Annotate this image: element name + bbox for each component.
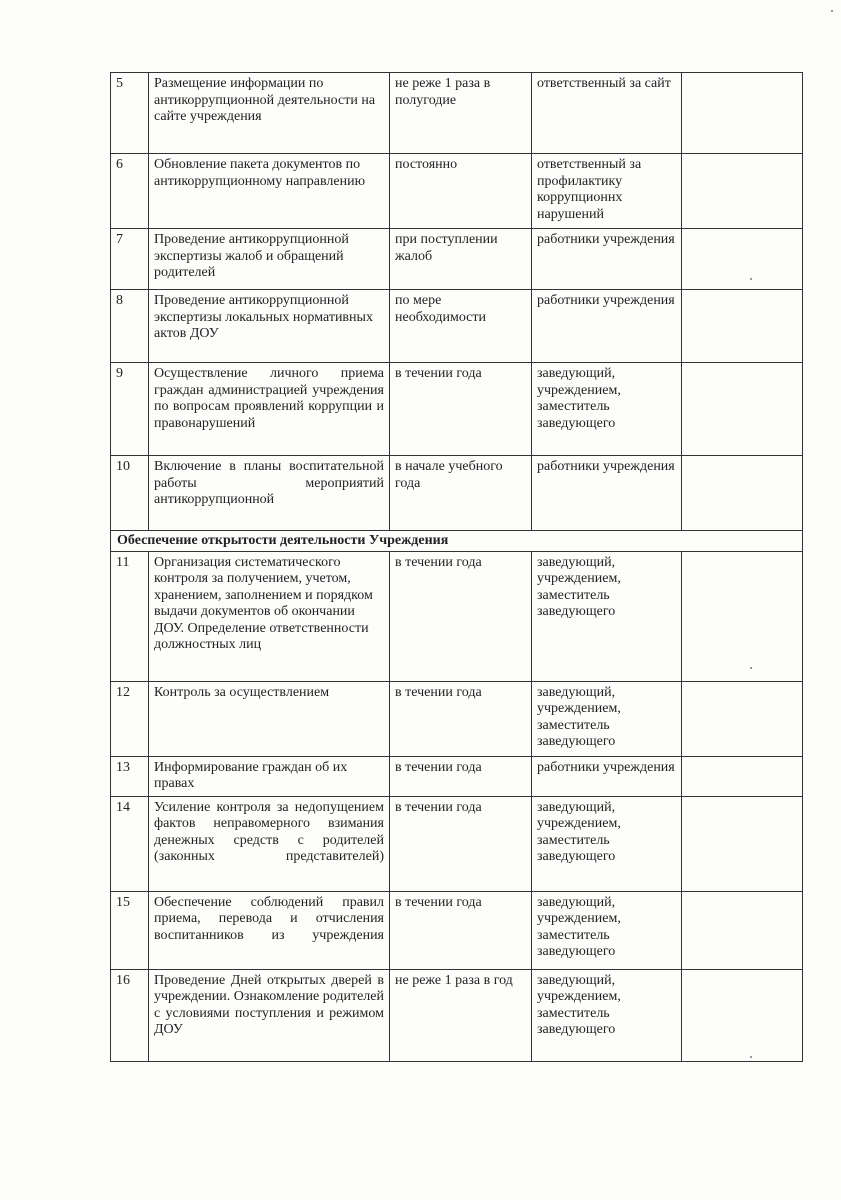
activity-description: Включение в планы воспитательной работы мероприятий антикоррупционной xyxy=(149,456,390,531)
activity-term: в течении года xyxy=(390,363,532,456)
activity-term: не реже 1 раза в год xyxy=(390,969,532,1061)
activity-note xyxy=(682,73,803,154)
activity-description: Проведение антикоррупционной экспертизы жалоб и обращений родителей xyxy=(149,229,390,290)
activity-description: Проведение антикоррупционной экспертизы локальных нормативных актов ДОУ xyxy=(149,290,390,363)
activity-term: при поступлении жалоб xyxy=(390,229,532,290)
activity-responsible: ответственный за сайт xyxy=(532,73,682,154)
table-row xyxy=(111,73,803,154)
scan-speck xyxy=(750,1056,752,1058)
activity-term: в течении года xyxy=(390,796,532,891)
table-row xyxy=(111,891,803,969)
activity-term: по мере необходимости xyxy=(390,290,532,363)
table-row xyxy=(111,969,803,1061)
row-number: 12 xyxy=(111,681,149,756)
activity-note xyxy=(682,229,803,290)
row-number: 11 xyxy=(111,551,149,681)
table-row xyxy=(111,456,803,531)
activity-note xyxy=(682,456,803,531)
row-number: 16 xyxy=(111,969,149,1061)
activity-responsible: заведующий, учреждением, заместитель заведующего xyxy=(532,363,682,456)
activity-term: постоянно xyxy=(390,154,532,229)
activity-responsible: заведующий, учреждением, заместитель заведующего xyxy=(532,681,682,756)
section-title: Обеспечение открытости деятельности Учреждения xyxy=(111,531,803,552)
activity-term: в течении года xyxy=(390,551,532,681)
activity-note xyxy=(682,796,803,891)
row-number: 10 xyxy=(111,456,149,531)
activity-responsible: заведующий, учреждением, заместитель заведующего xyxy=(532,551,682,681)
activity-description: Осуществление личного приема граждан администрацией учреждения по вопросам проявлений коррупции и правонарушений xyxy=(149,363,390,456)
activity-note xyxy=(682,681,803,756)
activity-description: Проведение Дней открытых дверей в учреждении. Ознакомление родителей с условиями поступления и режимом ДОУ xyxy=(149,969,390,1061)
activity-description: Усиление контроля за недопущением фактов неправомерного взимания денежных средств с родителей (законных представителей) xyxy=(149,796,390,891)
table-row xyxy=(111,154,803,229)
activity-term: в начале учебного года xyxy=(390,456,532,531)
row-number: 6 xyxy=(111,154,149,229)
activity-responsible: заведующий, учреждением, заместитель заведующего xyxy=(532,969,682,1061)
scan-speck xyxy=(750,278,752,280)
activity-term: в течении года xyxy=(390,891,532,969)
activity-note xyxy=(682,969,803,1061)
table-row xyxy=(111,756,803,796)
row-number: 14 xyxy=(111,796,149,891)
activity-description: Обновление пакета документов по антикоррупционному направлению xyxy=(149,154,390,229)
row-number: 7 xyxy=(111,229,149,290)
activity-note xyxy=(682,154,803,229)
activity-responsible: работники учреждения xyxy=(532,290,682,363)
activity-note xyxy=(682,290,803,363)
activity-responsible: работники учреждения xyxy=(532,229,682,290)
row-number: 13 xyxy=(111,756,149,796)
activity-responsible: ответственный за профилактику коррупционнх нарушений xyxy=(532,154,682,229)
activity-note xyxy=(682,756,803,796)
table-row xyxy=(111,229,803,290)
section-row xyxy=(111,531,803,552)
table-row xyxy=(111,681,803,756)
row-number: 9 xyxy=(111,363,149,456)
row-number: 15 xyxy=(111,891,149,969)
activity-responsible: работники учреждения xyxy=(532,756,682,796)
activity-note xyxy=(682,551,803,681)
activity-responsible: работники учреждения xyxy=(532,456,682,531)
row-number: 8 xyxy=(111,290,149,363)
activity-term: в течении года xyxy=(390,756,532,796)
table-row xyxy=(111,363,803,456)
table-row xyxy=(111,551,803,681)
activity-note xyxy=(682,891,803,969)
activity-note xyxy=(682,363,803,456)
activity-term: в течении года xyxy=(390,681,532,756)
table-row xyxy=(111,796,803,891)
activity-term: не реже 1 раза в полугодие xyxy=(390,73,532,154)
activity-description: Контроль за осуществлением xyxy=(149,681,390,756)
table-row xyxy=(111,290,803,363)
scan-speck xyxy=(750,667,752,669)
activity-description: Организация систематического контроля за получением, учетом, хранением, заполнением и порядком выдачи документов об окончании ДОУ. Определение ответственности должностных лиц xyxy=(149,551,390,681)
activity-responsible: заведующий, учреждением, заместитель заведующего xyxy=(532,796,682,891)
activity-description: Обеспечение соблюдений правил приема, перевода и отчисления воспитанников из учреждения xyxy=(149,891,390,969)
row-number: 5 xyxy=(111,73,149,154)
activity-description: Размещение информации по антикоррупционной деятельности на сайте учреждения xyxy=(149,73,390,154)
activities-table xyxy=(110,72,803,1062)
activity-description: Информирование граждан об их правах xyxy=(149,756,390,796)
scan-speck xyxy=(831,10,833,12)
activity-responsible: заведующий, учреждением, заместитель заведующего xyxy=(532,891,682,969)
